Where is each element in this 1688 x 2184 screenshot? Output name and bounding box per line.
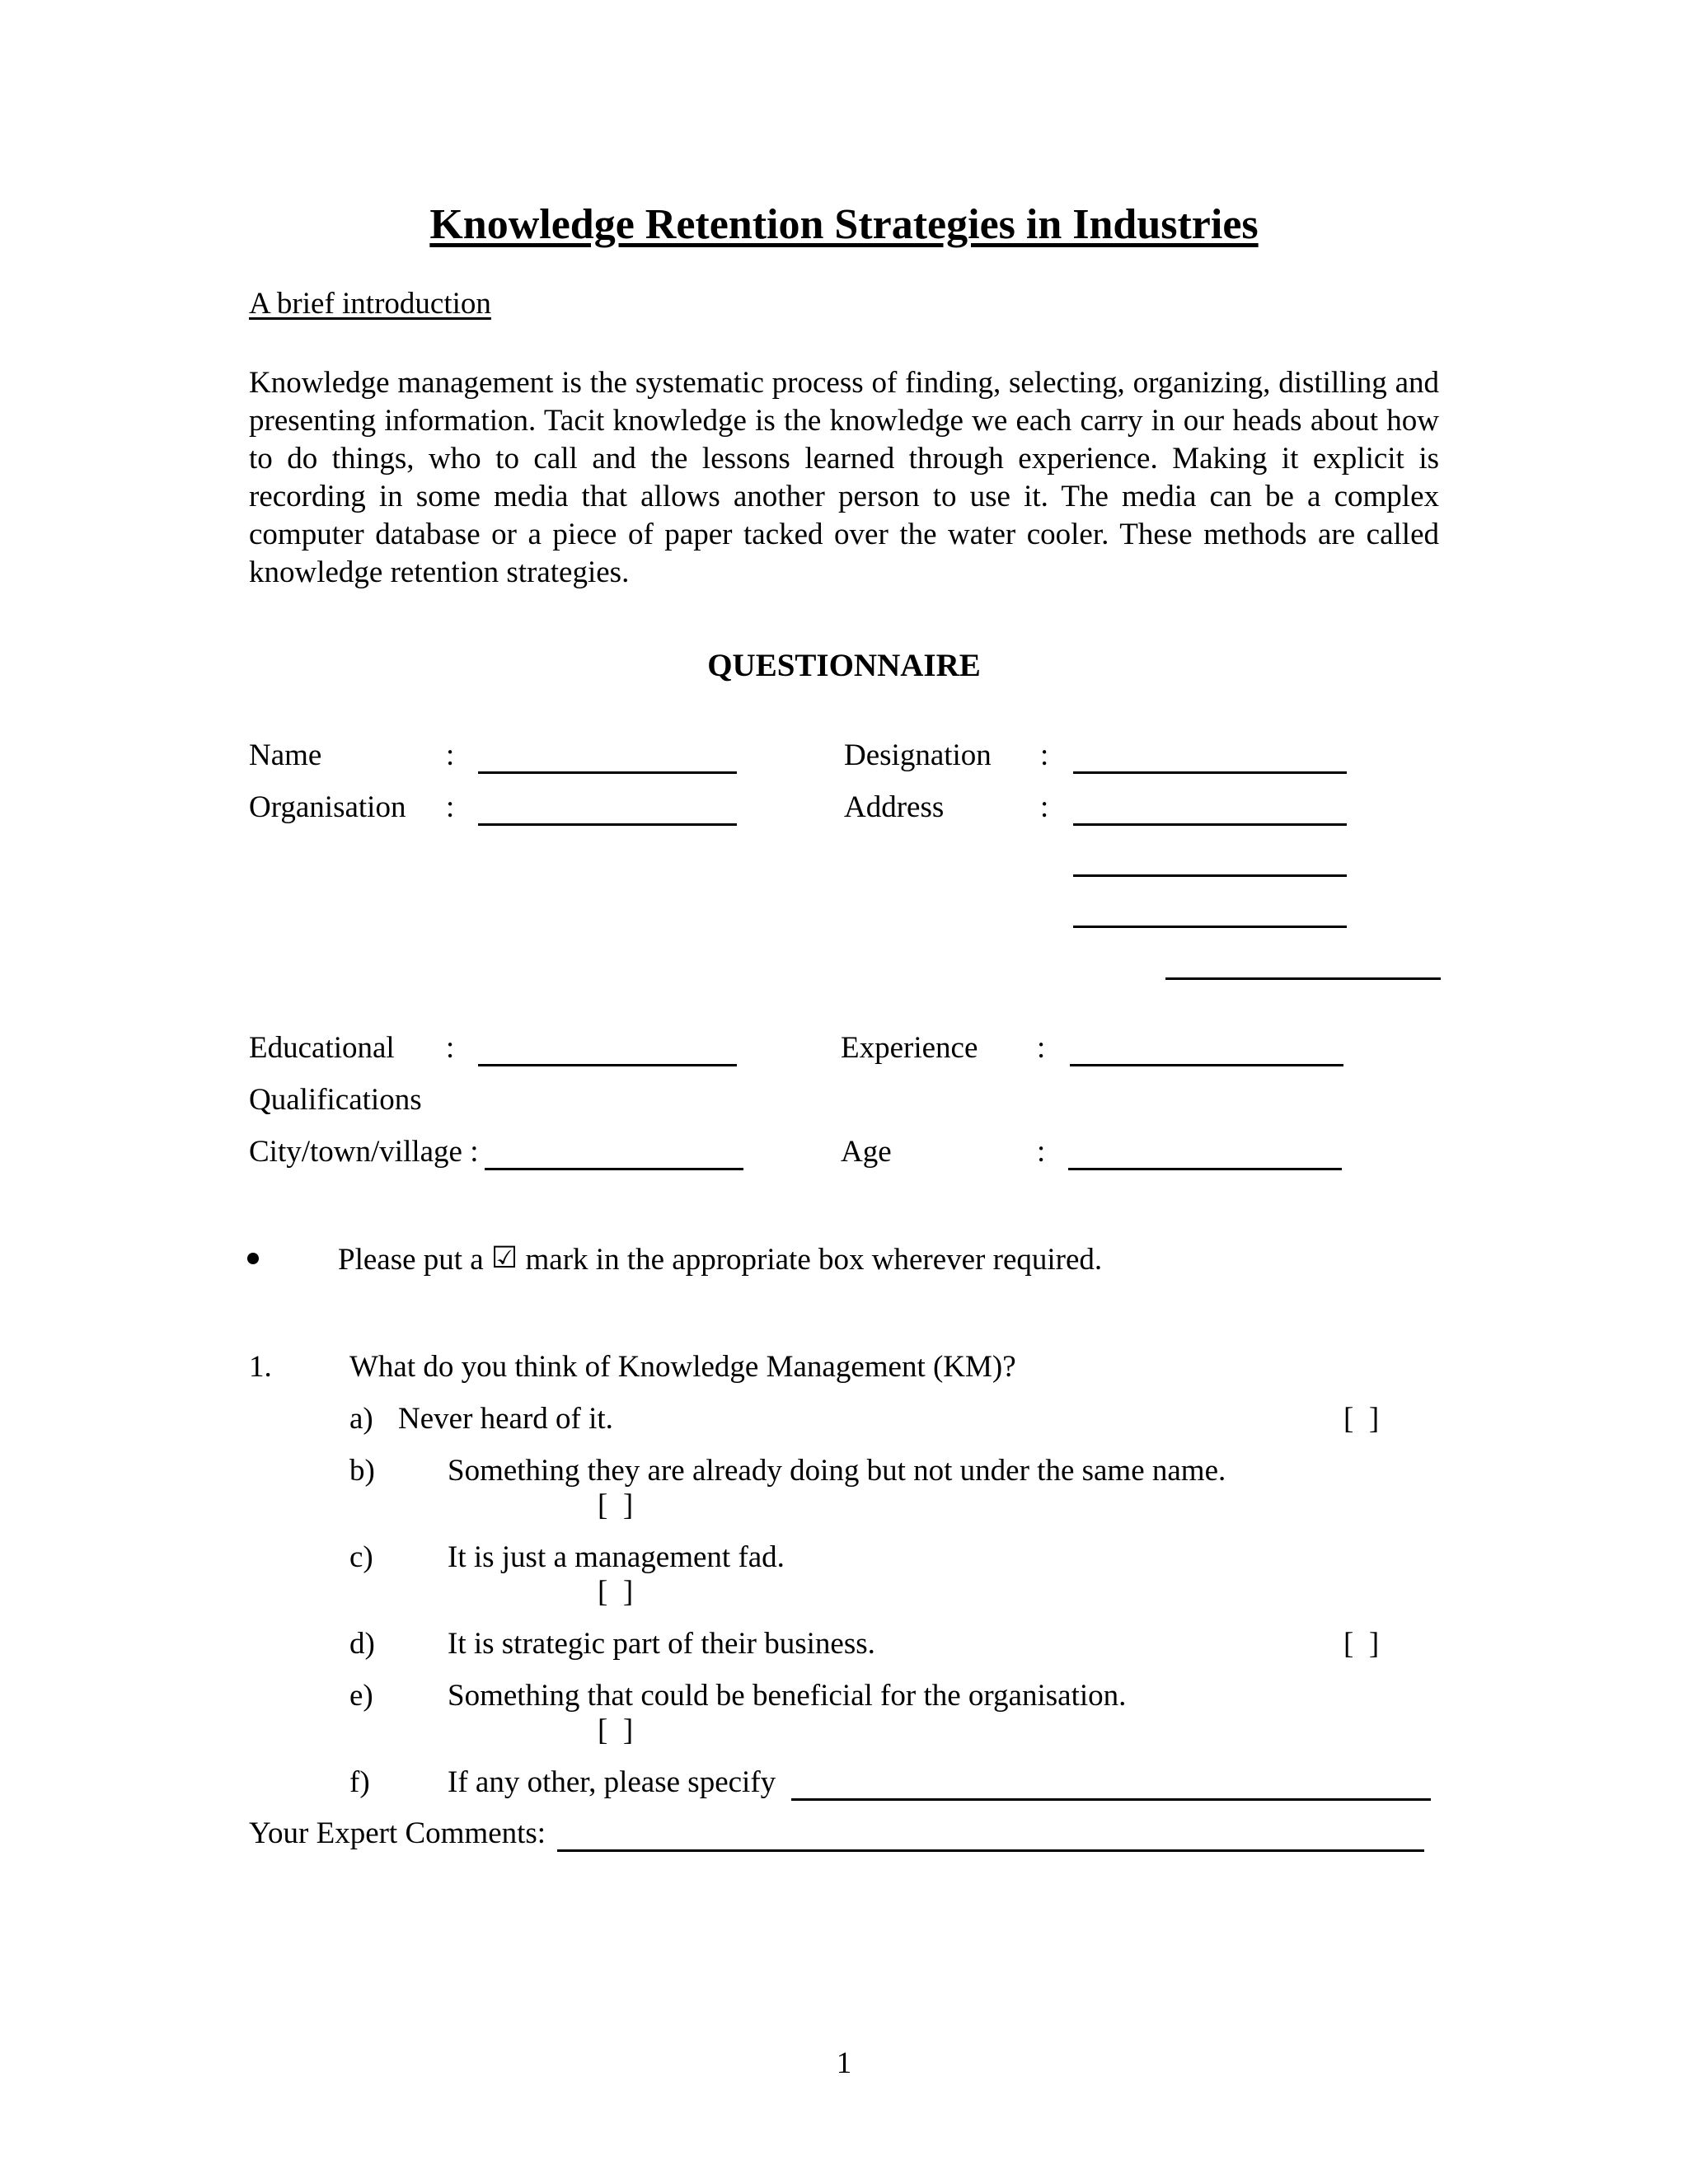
organisation-colon: : <box>446 790 455 824</box>
option-d-text: It is strategic part of their business. <box>448 1627 875 1661</box>
option-b-checkbox[interactable]: [ ] <box>598 1488 634 1522</box>
organisation-label: Organisation <box>249 790 406 824</box>
educational-qualifications-field[interactable] <box>478 1064 737 1066</box>
experience-label: Experience <box>841 1031 978 1065</box>
organisation-field[interactable] <box>478 823 737 826</box>
option-a-letter: a) <box>349 1402 373 1436</box>
address-field-line-3[interactable] <box>1073 926 1347 928</box>
comments-label: Your Expert Comments: <box>249 1816 546 1850</box>
option-d-letter: d) <box>349 1627 375 1661</box>
address-field-line-2[interactable] <box>1073 874 1347 877</box>
intro-paragraph: Knowledge management is the systematic process of finding, selecting, organizing, distilling and presenting information. Tacit knowledge is the knowledge we each carry in our heads about how to do things, who to call and the lessons learned through experience. Making it explicit is recording in some media that allows another person to use it. The media can be a complex computer database or a piece of paper tacked over the water cooler. These methods are called knowledge retention strategies. <box>249 366 1439 589</box>
educational-label: Educational <box>249 1031 395 1065</box>
question-text: What do you think of Knowledge Management (KM)? <box>349 1350 1016 1384</box>
instruction-suffix: mark in the appropriate box wherever required. <box>525 1243 1103 1277</box>
option-c-letter: c) <box>349 1540 373 1574</box>
name-field[interactable] <box>478 771 737 774</box>
educational-colon: : <box>446 1031 455 1065</box>
option-a-text: Never heard of it. <box>398 1402 613 1436</box>
option-c-checkbox[interactable]: [ ] <box>598 1575 634 1609</box>
option-e-letter: e) <box>349 1679 373 1713</box>
name-colon: : <box>446 738 455 772</box>
designation-field[interactable] <box>1073 771 1347 774</box>
option-b-letter: b) <box>349 1454 375 1488</box>
address-label: Address <box>844 790 945 824</box>
option-e-checkbox[interactable]: [ ] <box>598 1713 634 1747</box>
page-number: 1 <box>836 2046 852 2080</box>
address-colon: : <box>1040 790 1049 824</box>
option-b-text: Something they are already doing but not under the same name. <box>448 1454 1226 1488</box>
question-number: 1. <box>249 1350 272 1384</box>
experience-colon: : <box>1037 1031 1046 1065</box>
instruction-text <box>338 1240 1102 1278</box>
designation-label: Designation <box>844 738 992 772</box>
age-field[interactable] <box>1068 1168 1342 1170</box>
option-f-specify-field[interactable] <box>791 1798 1431 1801</box>
option-c-text: It is just a management fad. <box>448 1540 785 1574</box>
option-e-text: Something that could be beneficial for the organisation. <box>448 1679 1127 1713</box>
bullet-icon <box>247 1253 259 1264</box>
qualifications-label: Qualifications <box>249 1083 422 1117</box>
comments-field[interactable] <box>557 1849 1424 1852</box>
designation-colon: : <box>1040 738 1049 772</box>
option-a-checkbox[interactable]: [ ] <box>1343 1402 1380 1436</box>
age-label: Age <box>841 1135 892 1169</box>
address-field-line-1[interactable] <box>1073 823 1347 826</box>
name-label: Name <box>249 738 322 772</box>
option-f-letter: f) <box>349 1765 370 1799</box>
address-field-line-4[interactable] <box>1165 977 1441 980</box>
intro-subheading: A brief introduction <box>249 287 491 321</box>
questionnaire-heading: QUESTIONNAIRE <box>707 648 981 683</box>
age-colon: : <box>1037 1135 1046 1169</box>
checkbox-checked-icon: ☑ <box>490 1241 518 1275</box>
instruction-prefix: Please put a <box>338 1243 484 1277</box>
document-title: Knowledge Retention Strategies in Industries <box>429 201 1259 248</box>
city-label: City/town/village : <box>249 1135 479 1169</box>
option-f-text: If any other, please specify <box>448 1765 776 1799</box>
option-d-checkbox[interactable]: [ ] <box>1343 1627 1380 1661</box>
city-field[interactable] <box>485 1168 743 1170</box>
experience-field[interactable] <box>1070 1064 1343 1066</box>
